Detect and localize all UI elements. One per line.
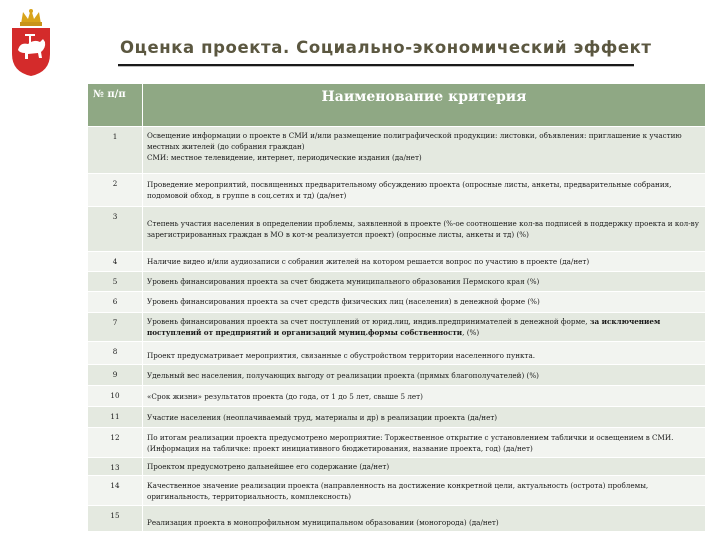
criterion-text xyxy=(143,313,706,342)
table-row xyxy=(88,407,706,428)
table-row xyxy=(88,342,706,365)
table-row xyxy=(88,313,706,342)
criterion-text: «Срок жизни» результатов проекта (до года, от 1 до 5 лет, свыше 5 лет) xyxy=(143,386,706,407)
criterion-text: Реализация проекта в монопрофильном муниципальном образовании (моногорода) (да/нет) xyxy=(143,506,706,532)
table-row xyxy=(88,292,706,313)
row-number: 6 xyxy=(88,292,143,313)
column-header-number: № п/п xyxy=(88,84,143,127)
criterion-text: Уровень финансирования проекта за счет средств физических лиц (населения) в денежной форме (%) xyxy=(143,292,706,313)
row-number: 14 xyxy=(88,476,143,506)
column-header-criterion: Наименование критерия xyxy=(143,84,706,127)
criteria-table xyxy=(87,83,706,532)
table-row xyxy=(88,174,706,207)
criterion-text: Проект предусматривает мероприятия, связанные с обустройством территории населенного пункта. xyxy=(143,342,706,365)
criterion-text: Участие населения (неоплачиваемый труд, материалы и др) в реализации проекта (да/нет) xyxy=(143,407,706,428)
table-row xyxy=(88,386,706,407)
row-number: 10 xyxy=(88,386,143,407)
row-number: 2 xyxy=(88,174,143,207)
row-number: 9 xyxy=(88,365,143,386)
table-row xyxy=(88,127,706,174)
row-number: 12 xyxy=(88,428,143,458)
criterion-text: Проведение мероприятий, посвященных предварительному обсуждению проекта (опросные листы, анкеты, предварительные собрания, подомовой обход, в группе в соц.сетях и тд) (да/нет) xyxy=(143,174,706,207)
row-number: 11 xyxy=(88,407,143,428)
criterion-text-part: , (%) xyxy=(462,328,480,338)
criterion-text: Наличие видео и/или аудиозаписи с собрания жителей на котором решается вопрос по участию в проекте (да/нет) xyxy=(143,252,706,272)
row-number: 15 xyxy=(88,506,143,532)
perm-krai-coat-of-arms-icon xyxy=(10,6,52,78)
criterion-text: Удельный вес населения, получающих выгоду от реализации проекта (прямых благополучателей) (%) xyxy=(143,365,706,386)
criterion-text: Степень участия населения в определении проблемы, заявленной в проекте (%-ое соотношение кол-ва подписей в поддержку проекта и кол-ву зарегистрированных граждан в МО в кот-м реализуется проект) (опросные листы, анкеты и тд) (%) xyxy=(143,207,706,252)
row-number: 5 xyxy=(88,272,143,292)
title-divider-shadow xyxy=(118,66,634,67)
criterion-text: Проектом предусмотрено дальнейшее его содержание (да/нет) xyxy=(143,458,706,476)
criterion-text: Качественное значение реализации проекта (направленность на достижение конкретной цели, актуальность (острота) проблемы, оригинальность, территориальность, комплексность) xyxy=(143,476,706,506)
table-row xyxy=(88,506,706,532)
criterion-text: По итогам реализации проекта предусмотрено мероприятие: Торжественное открытие с установлением таблички и освещением в СМИ. (Информация на табличке: проект инициативного бюджетирования, название проекта, год) (да/нет) xyxy=(143,428,706,458)
criterion-text-part: Уровень финансирования проекта за счет поступлений от юрид.лиц, индив.предпринимателей в денежной форме, xyxy=(147,317,590,326)
table-row xyxy=(88,207,706,252)
row-number: 8 xyxy=(88,342,143,365)
row-number: 3 xyxy=(88,207,143,252)
criterion-text xyxy=(143,127,706,174)
table-row xyxy=(88,272,706,292)
row-number: 1 xyxy=(88,127,143,174)
table-header-row xyxy=(88,84,706,127)
row-number: 7 xyxy=(88,313,143,342)
page-title: Оценка проекта. Социально-экономический эффект xyxy=(120,38,652,57)
criterion-text-line: Освещение информации о проекте в СМИ и/или размещение полиграфической продукции: листовки, объявления: приглашение к участию местных жителей (до собрания граждан) xyxy=(147,131,682,152)
criterion-text: Уровень финансирования проекта за счет бюджета муниципального образования Пермского края (%) xyxy=(143,272,706,292)
criterion-text-line: СМИ: местное телевидение, интернет, периодические издания (да/нет) xyxy=(147,153,422,163)
criterion-text-emphasis: за исключением поступлений от предприятий и организаций муниц.формы собственности xyxy=(147,317,661,338)
row-number: 13 xyxy=(88,458,143,476)
table-row xyxy=(88,428,706,458)
row-number: 4 xyxy=(88,252,143,272)
table-row xyxy=(88,476,706,506)
table-row xyxy=(88,458,706,476)
table-row xyxy=(88,365,706,386)
table-row xyxy=(88,252,706,272)
